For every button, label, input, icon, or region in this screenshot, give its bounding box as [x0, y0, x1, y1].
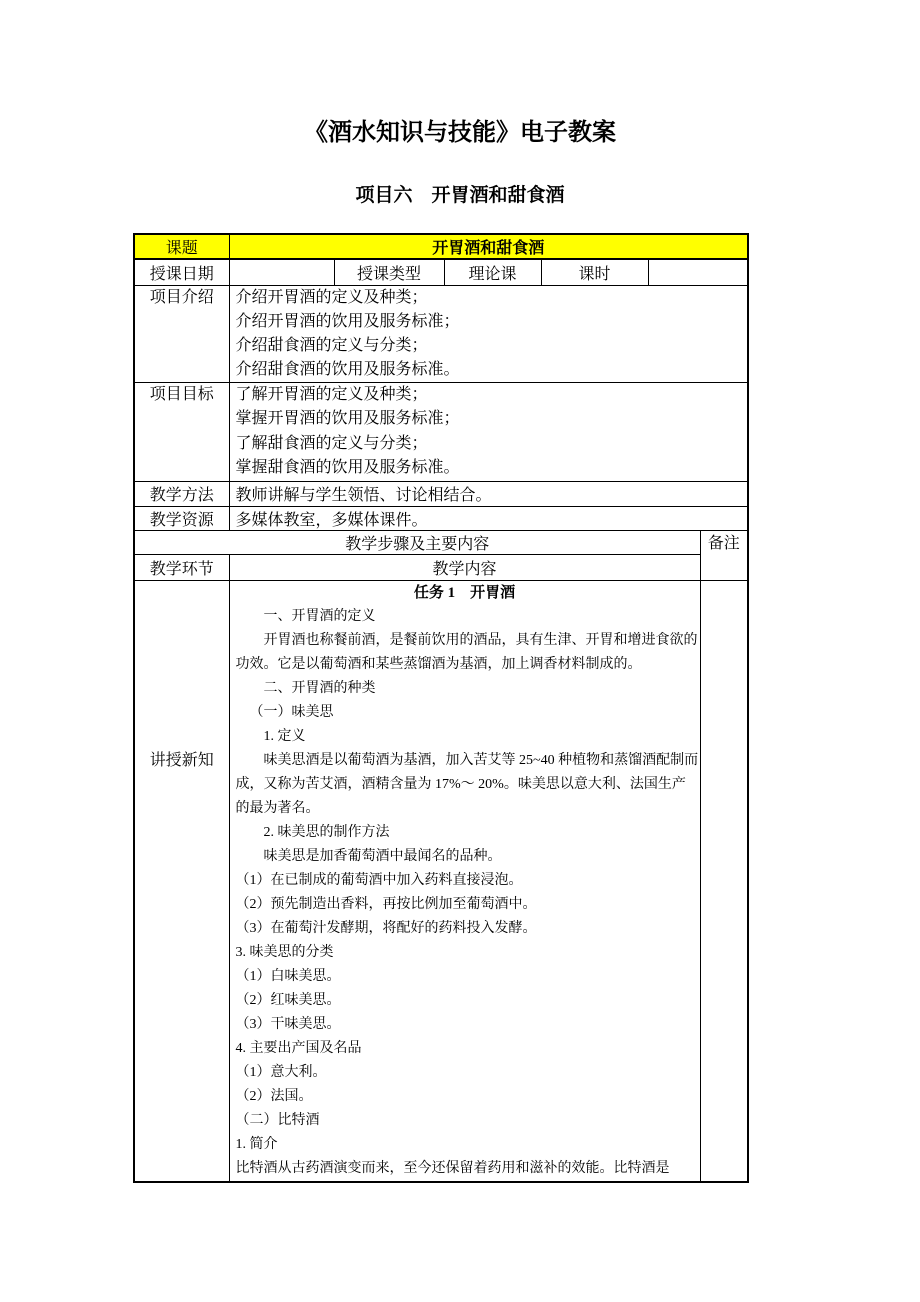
type-label: 授课类型: [334, 259, 444, 285]
topic-value: 开胃酒和甜食酒: [229, 234, 748, 259]
table-row: [134, 554, 748, 580]
intro-label: 项目介绍: [134, 285, 229, 382]
date-label: 授课日期: [134, 259, 229, 285]
remark-header: 备注: [700, 530, 748, 580]
table-row: [134, 382, 748, 481]
hours-label: 课时: [541, 259, 648, 285]
table-row: [134, 259, 748, 285]
document-subtitle: 项目六 开胃酒和甜食酒: [355, 185, 565, 206]
remark-body: [700, 580, 748, 1182]
content-body: 任务 1 开胃酒 一、开胃酒的定义 开胃酒也称餐前酒，是餐前饮用的酒品，具有生津、开胃和增进食欲的 功效。它是以葡萄酒和某些蒸馏酒为基酒，加上调香材料制成的。 二、开胃酒的种类 （一）味美思 1. 定义 味美思酒是以葡萄酒为基酒，加入苦艾等 25~40 种植物和蒸馏酒配制而 成，又称为苦艾酒，酒精含量为 17%～ 20%。味美思以意大利、法国生产 的最为著名。 2. 味美思的制作方法 味美思是加香葡萄酒中最闻名的品种。 （1）在已制成的葡萄酒中加入药料直接浸泡。 （2）预先制造出香料，再按比例加至葡萄酒中。 （3）在葡萄汁发酵期，将配好的药料投入发酵。 3. 味美思的分类 （1）白味美思。 （2）红味美思。 （3）干味美思。 4. 主要出产国及名品 （1）意大利。 （2）法国。 （二）比特酒 1. 简介 比特酒从古药酒演变而来，至今还保留着药用和滋补的效能。比特酒是: [229, 580, 700, 1182]
date-value: [229, 259, 334, 285]
table-row: [134, 530, 748, 554]
content-header: 教学内容: [229, 554, 700, 580]
goal-label: 项目目标: [134, 382, 229, 481]
steps-header: 教学步骤及主要内容: [134, 530, 700, 554]
hours-value: [648, 259, 748, 285]
document-title: 《酒水知识与技能》电子教案: [304, 120, 616, 146]
intro-content: 介绍开胃酒的定义及种类； 介绍开胃酒的饮用及服务标准； 介绍甜食酒的定义与分类； 介绍甜食酒的饮用及服务标准。: [229, 285, 748, 382]
method-label: 教学方法: [134, 481, 229, 506]
lesson-plan-table: [133, 233, 749, 1183]
table-row: [134, 234, 748, 259]
method-value: 教师讲解与学生领悟、讨论相结合。: [229, 481, 748, 506]
table-row: [134, 285, 748, 382]
resource-label: 教学资源: [134, 506, 229, 530]
stage-header: 教学环节: [134, 554, 229, 580]
table-row: [134, 481, 748, 506]
stage-value: 讲授新知: [134, 580, 229, 1182]
topic-label: 课题: [134, 234, 229, 259]
table-row: [134, 580, 748, 1182]
goal-content: 了解开胃酒的定义及种类； 掌握开胃酒的饮用及服务标准； 了解甜食酒的定义与分类； 掌握甜食酒的饮用及服务标准。: [229, 382, 748, 481]
resource-value: 多媒体教室，多媒体课件。: [229, 506, 748, 530]
table-row: [134, 506, 748, 530]
type-value: 理论课: [444, 259, 541, 285]
